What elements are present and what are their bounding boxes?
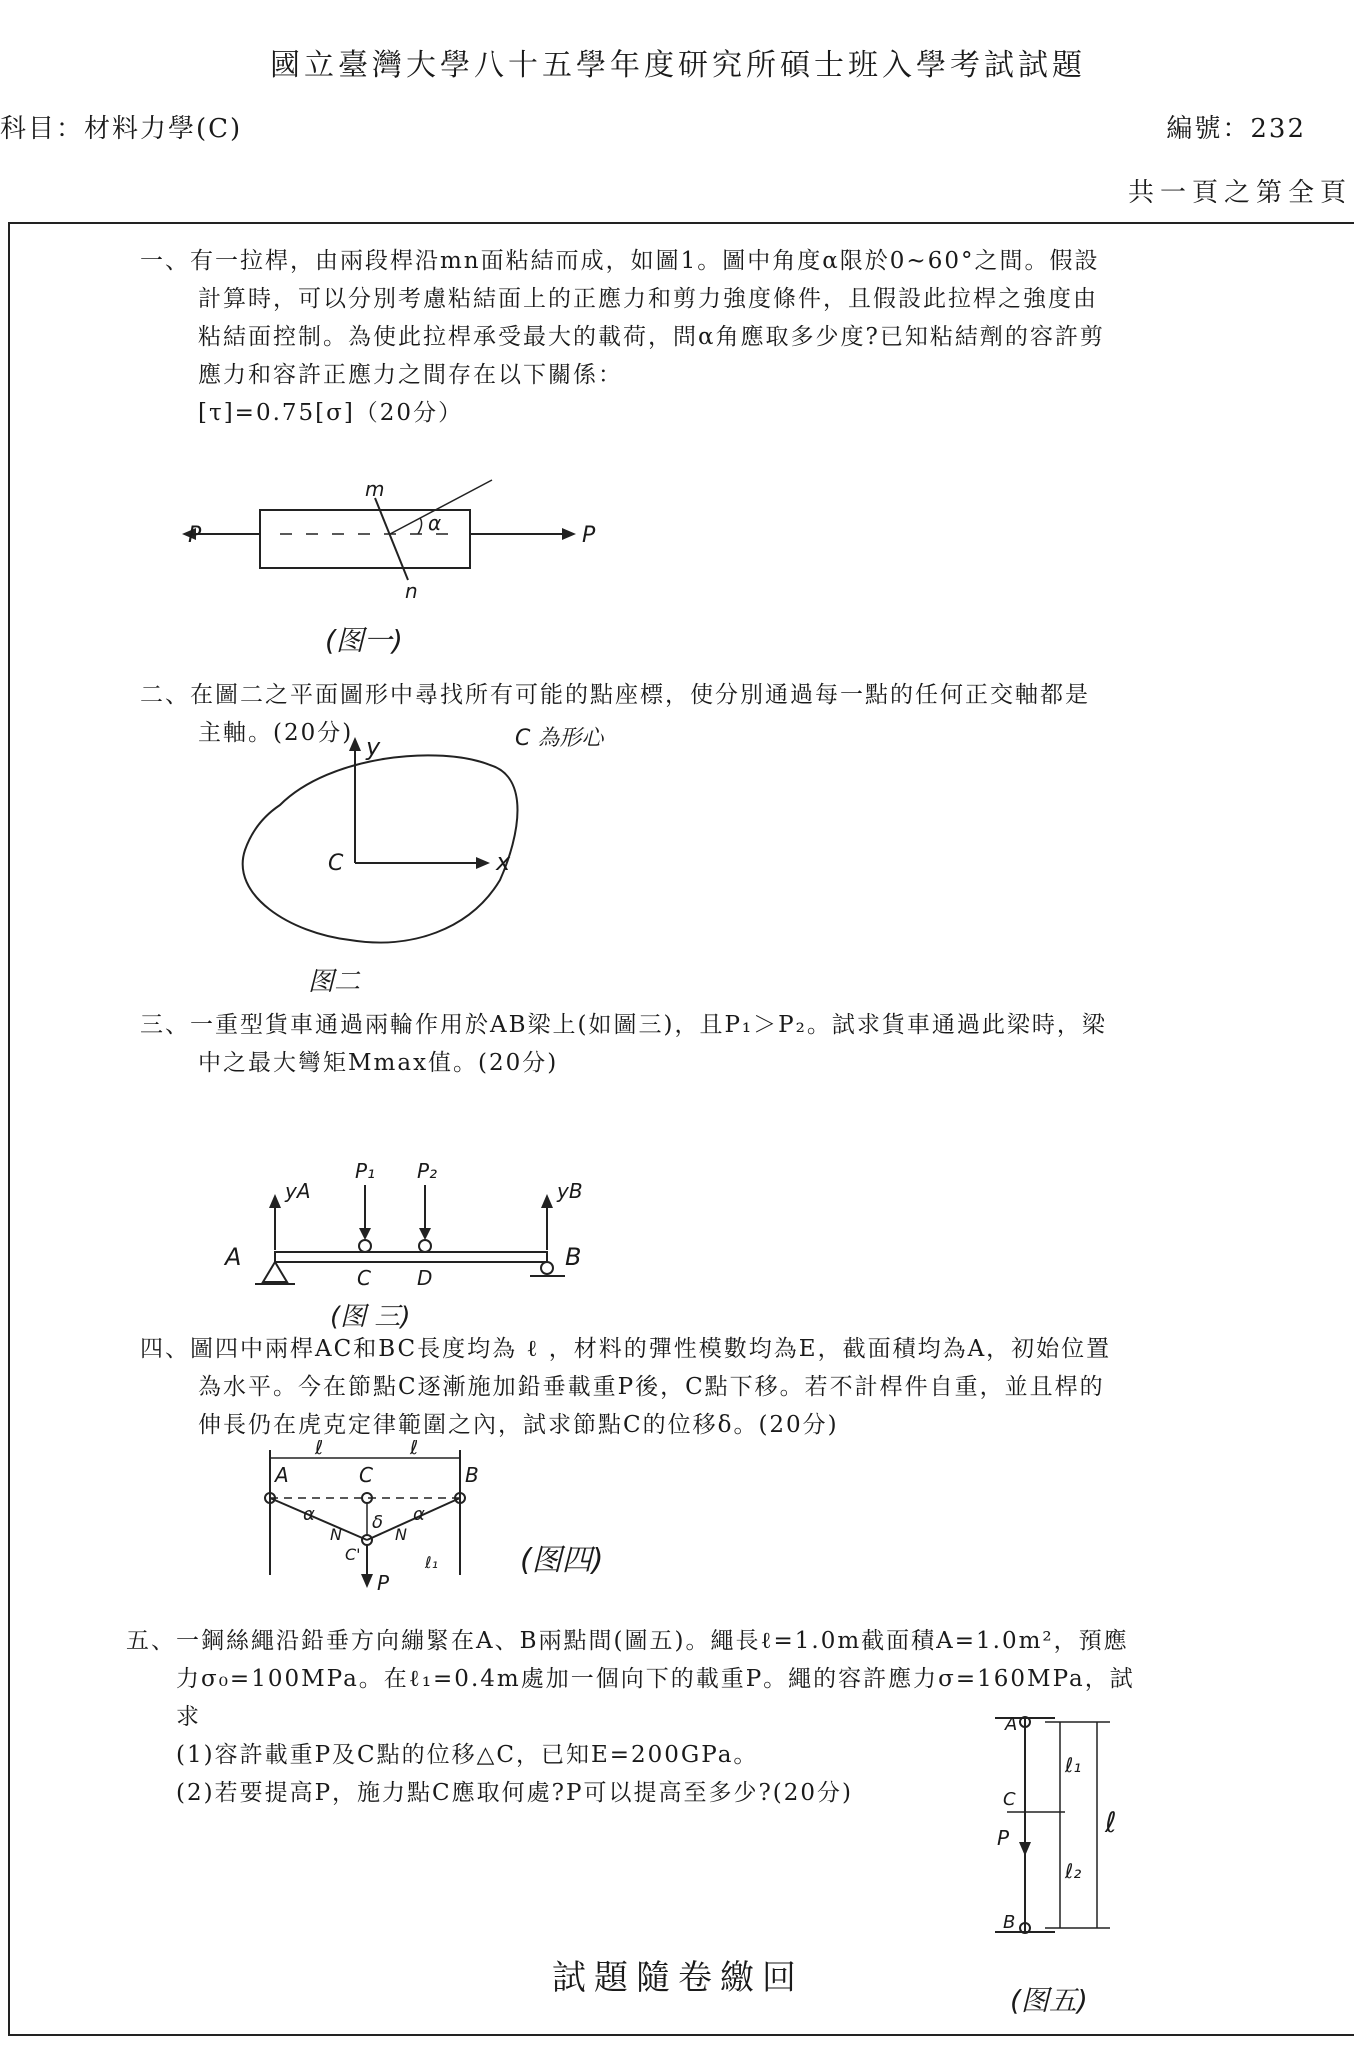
- label-alpha-right: α: [413, 1504, 425, 1525]
- figure-4-caption: (图四): [520, 1543, 604, 1578]
- label-p2: P₂: [417, 1159, 438, 1183]
- figure-1: [180, 470, 640, 670]
- label-a: A: [1005, 1714, 1018, 1735]
- question-line: 一重型貨車通過兩輪作用於AB梁上(如圖三)，且P₁＞P₂。試求貨車通過此梁時，梁: [190, 1012, 1107, 1038]
- question-line: 伸長仍在虎克定律範圍之內，試求節點C的位移δ。(20分): [198, 1412, 839, 1438]
- label-l-right: ℓ: [410, 1440, 419, 1459]
- bar-ac: [270, 1498, 367, 1540]
- label-n-left: N: [330, 1525, 342, 1544]
- question-4: [140, 1330, 1111, 1444]
- question-number: 五、: [126, 1628, 176, 1654]
- label-l1: ℓ₁: [1065, 1753, 1082, 1777]
- label-c-prime: C': [345, 1545, 361, 1564]
- label-alpha: α: [428, 511, 442, 535]
- label-x: x: [496, 848, 511, 876]
- label-c: C: [357, 1266, 371, 1290]
- label-c: C: [328, 851, 344, 876]
- label-yb: yB: [557, 1179, 583, 1203]
- y-axis-arrow: [349, 737, 361, 751]
- question-3: [140, 1006, 1107, 1082]
- question-number: 四、: [140, 1336, 190, 1362]
- label-a: A: [275, 1463, 289, 1487]
- support-a: [263, 1262, 287, 1282]
- question-number: 二、: [140, 682, 190, 708]
- label-p1: P₁: [355, 1159, 376, 1183]
- question-line: 有一拉桿，由兩段桿沿mn面粘結而成，如圖1。圖中角度α限於0~60°之間。假設: [190, 248, 1100, 274]
- question-line: 圖四中兩桿AC和BC長度均為 ℓ ，材料的彈性模數均為E，截面積均為A，初始位置: [190, 1336, 1112, 1362]
- x-axis-arrow: [476, 857, 490, 869]
- figure-3-caption: (图 三): [330, 1302, 411, 1332]
- label-c: C: [359, 1463, 373, 1487]
- question-line: 力σ₀=100MPa。在ℓ₁=0.4m處加一個向下的載重P。繩的容許應力σ=160MPa，試: [176, 1666, 1135, 1692]
- question-number: 一、: [140, 248, 190, 274]
- figure-2: [220, 715, 640, 1005]
- question-line: 計算時，可以分別考慮粘結面上的正應力和剪力強度條件，且假設此拉桿之強度由: [198, 286, 1098, 312]
- question-line: 為水平。今在節點C逐漸施加鉛垂載重P後，C點下移。若不計桿件自重，並且桿的: [198, 1374, 1105, 1400]
- arrow-right: [562, 528, 576, 540]
- label-delta: δ: [372, 1512, 384, 1533]
- label-y: y: [366, 733, 381, 761]
- question-1: [140, 242, 1105, 432]
- label-a: A: [225, 1243, 242, 1271]
- label-p-left: P: [188, 523, 202, 548]
- exam-code: 編號：232: [1166, 114, 1306, 144]
- label-p: P: [997, 1826, 1010, 1850]
- label-c: C: [1003, 1789, 1016, 1810]
- subject-label: 科目：材料力學(C): [0, 114, 243, 144]
- label-n: n: [405, 579, 418, 603]
- page-count: 共一頁之第全頁: [1127, 178, 1352, 208]
- label-l2: ℓ₂: [1065, 1859, 1082, 1883]
- question-line: (2)若要提高P，施力點C應取何處?P可以提高至多少?(20分): [176, 1780, 854, 1806]
- label-l-left: ℓ: [315, 1440, 324, 1459]
- figure-4: [245, 1440, 675, 1610]
- question-line: [τ]=0.75[σ]（20分）: [198, 400, 464, 426]
- question-line: (1)容許載重P及C點的位移△C，已知E=200GPa。: [176, 1742, 759, 1768]
- label-ya: yA: [285, 1179, 311, 1203]
- label-l: ℓ: [1105, 1806, 1117, 1839]
- figure-1-caption: (图一): [325, 624, 403, 657]
- question-line: 粘結面控制。為使此拉桿承受最大的載荷，問α角應取多少度?已知粘結劑的容許剪: [198, 324, 1105, 350]
- plane-figure-outline: [243, 755, 518, 942]
- beam-ab: [275, 1252, 547, 1262]
- question-line: 主軸。(20分): [198, 720, 354, 746]
- label-b: B: [565, 1243, 582, 1271]
- footer-note: 試題隨卷繳回: [552, 1958, 804, 1998]
- question-line: 在圖二之平面圖形中尋找所有可能的點座標，使分別通過每一點的任何正交軸都是: [190, 682, 1090, 708]
- question-line: 中之最大彎矩Mmax值。(20分): [198, 1050, 559, 1076]
- label-m: m: [365, 477, 385, 501]
- support-b: [541, 1262, 553, 1274]
- label-d: D: [417, 1266, 433, 1290]
- label-l1: ℓ₁: [425, 1553, 439, 1572]
- question-line: 求: [176, 1704, 201, 1730]
- question-line: 一鋼絲繩沿鉛垂方向繃緊在A、B兩點間(圖五)。繩長ℓ=1.0m截面積A=1.0m²，預應: [176, 1628, 1129, 1654]
- label-b: B: [1003, 1912, 1016, 1933]
- label-n-right: N: [395, 1525, 407, 1544]
- centroid-note: C 為形心: [515, 726, 604, 751]
- question-line: 應力和容許正應力之間存在以下關係：: [198, 362, 623, 388]
- label-b: B: [465, 1463, 479, 1487]
- exam-title: 國立臺灣大學八十五學年度研究所碩士班入學考試試題: [270, 48, 1086, 83]
- question-number: 三、: [140, 1012, 190, 1038]
- figure-2-caption: 图二: [308, 967, 361, 997]
- label-p: P: [377, 1571, 390, 1595]
- label-alpha-left: α: [303, 1504, 315, 1525]
- label-p-right: P: [582, 523, 596, 548]
- figure-5-caption: (图五): [1010, 1984, 1088, 2017]
- figure-3: [215, 1150, 615, 1335]
